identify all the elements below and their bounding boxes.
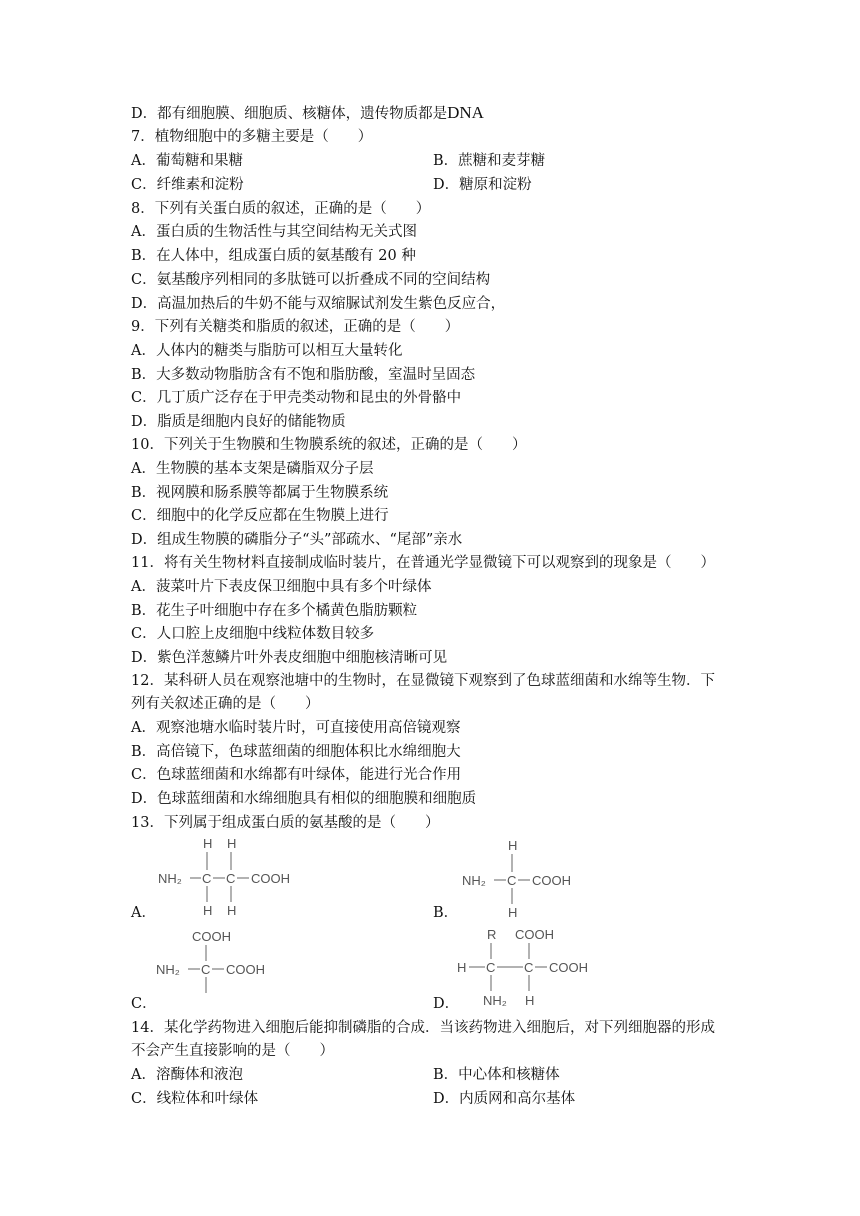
option-text: D．都有细胞膜、细胞质、核糖体，遗传物质都是 <box>131 106 448 122</box>
a-carboxyl-group: COOH <box>251 871 290 886</box>
question-12-option-b: B．高倍镜下，色球蓝细菌的细胞体积比水绵细胞大 <box>131 744 461 760</box>
dna-term: DNA <box>447 103 484 122</box>
question-12-option-c: C．色球蓝细菌和水绵都有叶绿体，能进行光合作用 <box>131 767 462 783</box>
b-bottom-h: H <box>508 905 518 920</box>
q13-option-c-label: C． <box>131 996 157 1012</box>
q13-option-d-structure <box>457 927 602 1009</box>
c-carboxyl-group: COOH <box>226 962 265 977</box>
question-10-option-c: C．细胞中的化学反应都在生物膜上进行 <box>131 508 389 524</box>
question-12-option-d: D．色球蓝细菌和水绵细胞具有相似的细胞膜和细胞质 <box>131 791 477 807</box>
a-carbon-1: C <box>202 871 212 886</box>
c-amino-group: NH₂ <box>156 962 180 977</box>
c-top-carboxyl: COOH <box>192 929 231 944</box>
question-8-option-b: B．在人体中，组成蛋白质的氨基酸有 20 种 <box>131 248 416 264</box>
b-top-h: H <box>508 838 518 853</box>
question-8: 8．下列有关蛋白质的叙述，正确的是（ ） <box>131 201 431 217</box>
question-7-option-c: C．纤维素和淀粉 <box>131 177 244 193</box>
a-amino-group: NH₂ <box>158 871 182 886</box>
structural-formula-a <box>158 836 308 918</box>
question-7-option-d: D．糖原和淀粉 <box>433 177 532 193</box>
question-9-option-d: D．脂质是细胞内良好的储能物质 <box>131 414 346 430</box>
structural-formula-d <box>457 927 602 1009</box>
question-11-option-d: D．紫色洋葱鳞片叶外表皮细胞中细胞核清晰可见 <box>131 650 448 666</box>
d-bottom-amino: NH₂ <box>483 993 507 1008</box>
d-carboxyl-group: COOH <box>549 960 588 975</box>
question-9-option-c: C．几丁质广泛存在于甲壳类动物和昆虫的外骨骼中 <box>131 390 462 406</box>
b-amino-group: NH₂ <box>462 873 486 888</box>
question-10-option-d: D．组成生物膜的磷脂分子“头”部疏水、“尾部”亲水 <box>131 532 463 548</box>
question-14-option-b: B．中心体和核糖体 <box>433 1067 560 1083</box>
a-top-h1: H <box>203 836 213 851</box>
a-bottom-h2: H <box>227 903 237 918</box>
q13-option-d-label: D． <box>433 996 460 1012</box>
b-carbon: C <box>507 873 517 888</box>
d-top-carboxyl: COOH <box>515 927 554 942</box>
question-9-option-b: B．大多数动物脂肪含有不饱和脂肪酸，室温时呈固态 <box>131 367 476 383</box>
question-14-continued: 不会产生直接影响的是（ ） <box>131 1043 334 1059</box>
c-carbon: C <box>201 962 211 977</box>
question-11-option-c: C．人口腔上皮细胞中线粒体数目较多 <box>131 626 375 642</box>
question-11: 11．将有关生物材料直接制成临时装片，在普通光学显微镜下可以观察到的现象是（ ） <box>131 555 715 571</box>
question-10-option-b: B．视网膜和肠系膜等都属于生物膜系统 <box>131 485 389 501</box>
question-7-option-b: B．蔗糖和麦芽糖 <box>433 153 546 169</box>
question-9: 9．下列有关糖类和脂质的叙述，正确的是（ ） <box>131 319 460 335</box>
a-bottom-h1: H <box>203 903 213 918</box>
b-carboxyl-group: COOH <box>532 873 571 888</box>
question-10-option-a: A．生物膜的基本支架是磷脂双分子层 <box>131 461 374 477</box>
question-12-option-a: A．观察池塘水临时装片时，可直接使用高倍镜观察 <box>131 720 461 736</box>
q13-option-a-structure <box>158 836 308 918</box>
a-top-h2: H <box>227 836 237 851</box>
d-carbon-2: C <box>524 960 534 975</box>
question-14-option-c: C．线粒体和叶绿体 <box>131 1091 259 1107</box>
question-14-option-a: A．溶酶体和液泡 <box>131 1067 243 1083</box>
question-11-option-b: B．花生子叶细胞中存在多个橘黄色脂肪颗粒 <box>131 603 418 619</box>
q13-option-a-label: A． <box>131 905 156 921</box>
question-12: 12．某科研人员在观察池塘中的生物时，在显微镜下观察到了色球蓝细菌和水绵等生物．下 <box>131 673 715 689</box>
question-7-option-a: A．葡萄糖和果糖 <box>131 153 243 169</box>
question-14: 14．某化学药物进入细胞后能抑制磷脂的合成．当该药物进入细胞后，对下列细胞器的形成 <box>131 1020 715 1036</box>
d-top-r-group: R <box>487 927 497 942</box>
question-7: 7．植物细胞中的多糖主要是（ ） <box>131 129 373 145</box>
question-14-option-d: D．内质网和高尔基体 <box>433 1091 576 1107</box>
question-10: 10．下列关于生物膜和生物膜系统的叙述，正确的是（ ） <box>131 437 527 453</box>
structural-formula-b <box>462 838 592 920</box>
question-8-option-a: A．蛋白质的生物活性与其空间结构无关式图 <box>131 224 417 240</box>
a-carbon-2: C <box>226 871 236 886</box>
question-13: 13．下列属于组成蛋白质的氨基酸的是（ ） <box>131 815 440 831</box>
q13-option-b-label: B． <box>433 905 459 921</box>
d-bottom-h: H <box>525 993 535 1008</box>
question-11-option-a: A．菠菜叶片下表皮保卫细胞中具有多个叶绿体 <box>131 579 432 595</box>
d-left-h: H <box>457 960 467 975</box>
question-12-continued: 列有关叙述正确的是（ ） <box>131 696 320 712</box>
structural-formula-c <box>156 929 286 1011</box>
q13-option-c-structure <box>156 929 286 1011</box>
q13-option-b-structure <box>462 838 592 920</box>
question-6-option-d <box>131 103 484 124</box>
d-carbon-1: C <box>486 960 496 975</box>
question-9-option-a: A．人体内的糖类与脂肪可以相互大量转化 <box>131 343 403 359</box>
question-8-option-c: C．氨基酸序列相同的多肽链可以折叠成不同的空间结构 <box>131 272 491 288</box>
question-8-option-d: D．高温加热后的牛奶不能与双缩脲试剂发生紫色反应合， <box>131 296 506 312</box>
